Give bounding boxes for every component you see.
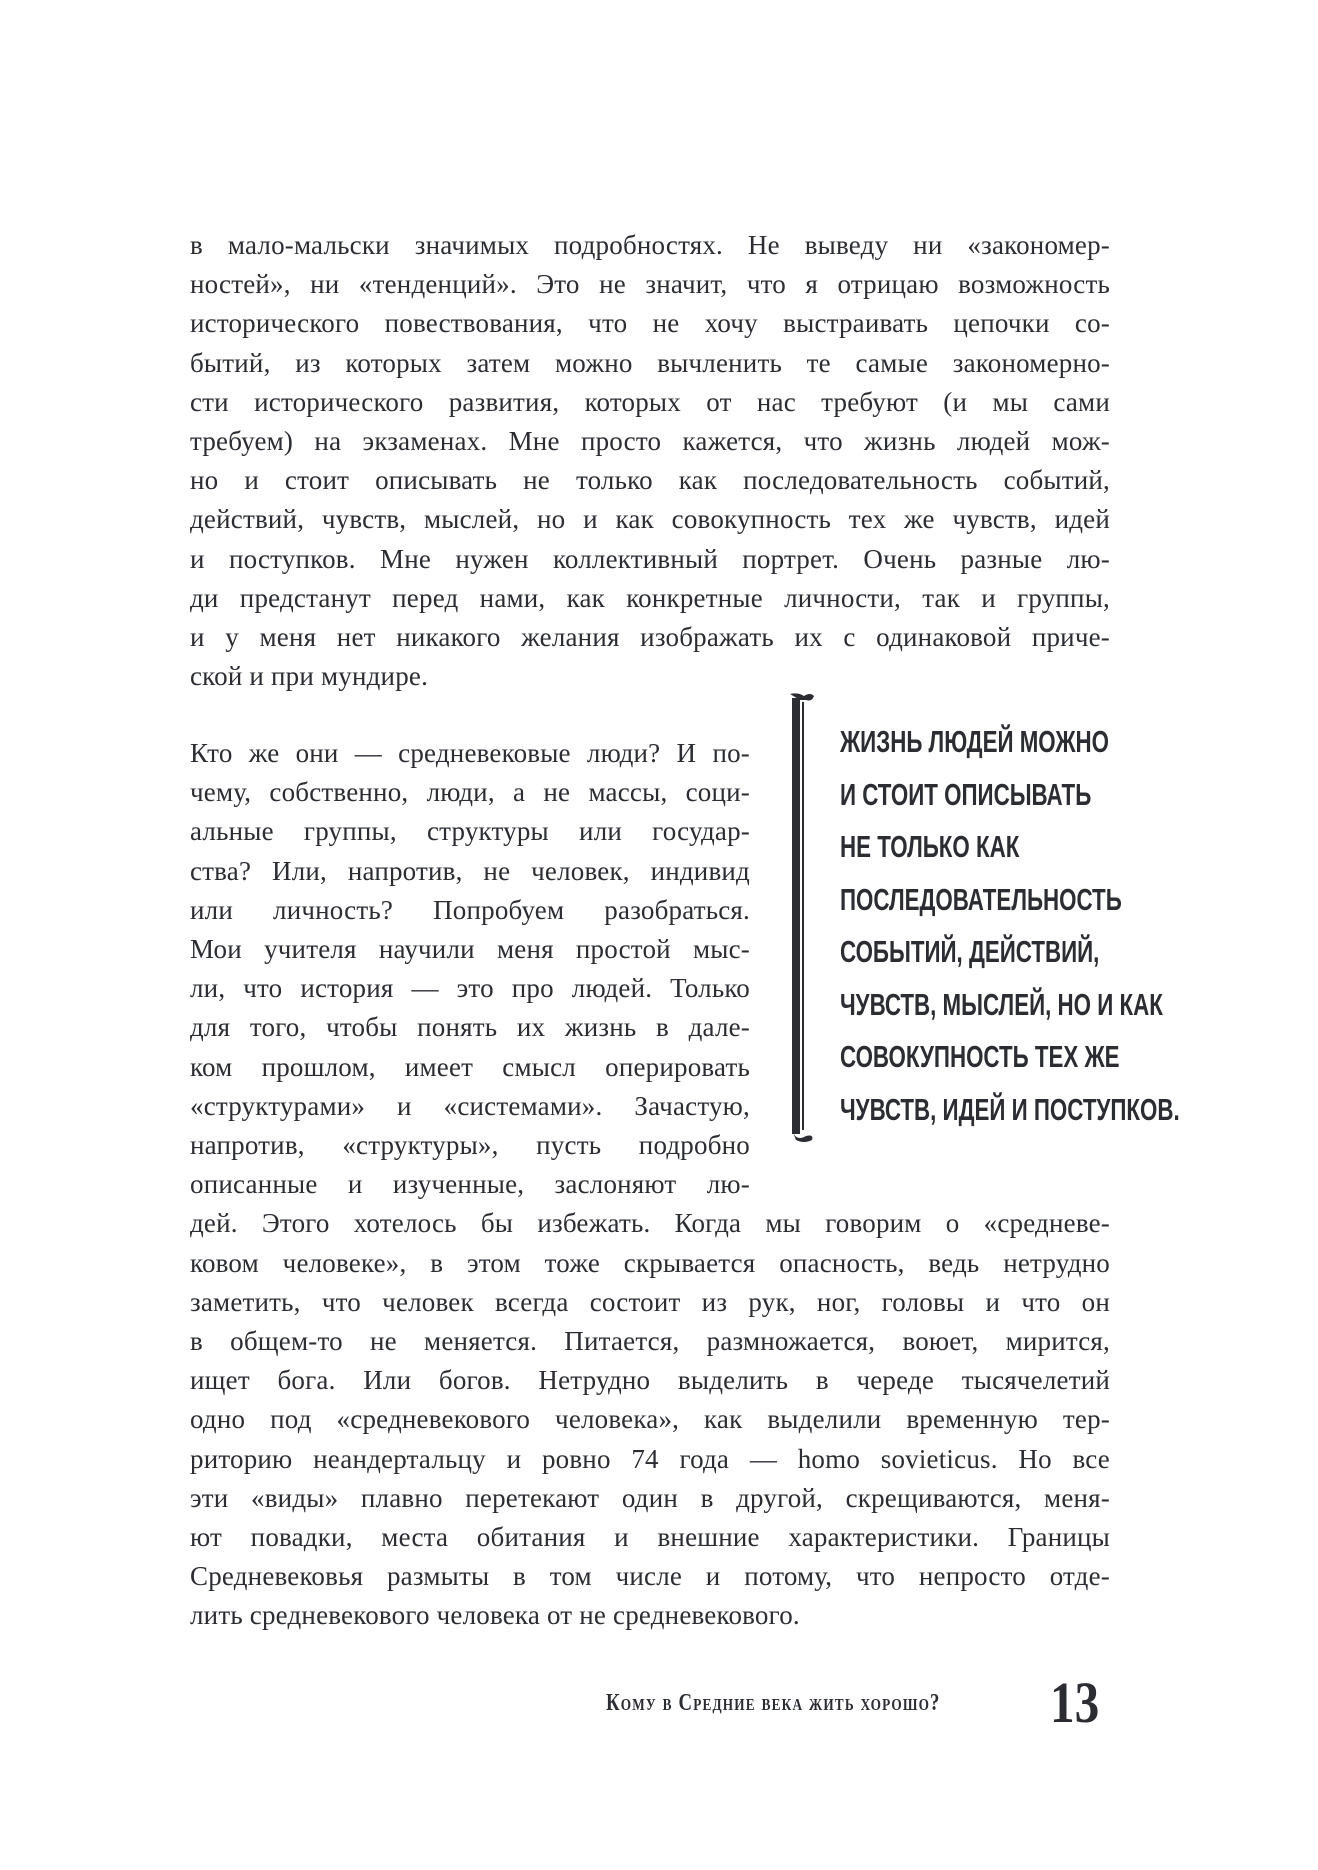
text-line: в мало-мальски значимых подробностях. Не выведу ни «закономер-: [190, 230, 1110, 260]
text-line: риторию неандертальцу и ровно 74 года — homo sovieticus. Но все: [190, 1443, 1110, 1474]
text-line: Кто же они — средневековые люди? И по-: [190, 738, 750, 768]
pull-quote-line: ЖИЗНЬ ЛЮДЕЙ МОЖНО: [840, 724, 1110, 759]
text-line: одно под «средневекового человека», как выделили временную тер-: [190, 1404, 1110, 1435]
text-line: ской и при мундире.: [190, 661, 429, 692]
text-line: или личность? Попробуем разобраться.: [190, 894, 750, 925]
text-line: ищет бога. Или богов. Нетрудно выделить в череде тысячелетий: [190, 1365, 1110, 1396]
text-line: ют повадки, места обитания и внешние характеристики. Границы: [190, 1522, 1110, 1552]
text-line: ком прошлом, имеет смысл оперировать: [190, 1051, 750, 1082]
text-line: ди предстанут перед нами, как конкретные личности, так и группы,: [190, 582, 1110, 613]
text-line: напротив, «структуры», пусть подробно: [190, 1130, 750, 1160]
pull-quote-line: ЧУВСТВ, ИДЕЙ И ПОСТУПКОВ.: [840, 1091, 1180, 1127]
text-line: бытий, из которых затем можно вычленить те самые закономерно-: [190, 347, 1110, 378]
text-line: ностей», ни «тенденций». Это не значит, что я отрицаю возможность: [190, 269, 1110, 300]
text-line: «структурами» и «системами». Зачастую,: [190, 1090, 750, 1121]
pull-quote: [840, 716, 1312, 1136]
text-line: и у меня нет никакого желания изображать их с одинаковой приче-: [190, 622, 1110, 652]
text-line: исторического повествования, что не хочу выстраивать цепочки со-: [190, 308, 1110, 339]
pull-quote-bracket-ornament: [788, 690, 822, 1142]
text-line: ли, что история — это про людей. Только: [190, 973, 750, 1004]
text-line: для того, чтобы понять их жизнь в дале-: [190, 1012, 750, 1043]
text-line: и поступков. Мне нужен коллективный портрет. Очень разные лю-: [190, 543, 1110, 574]
text-line: Средневековья размыты в том числе и потому, что непросто отде-: [190, 1561, 1110, 1592]
text-line: но и стоит описывать не только как последовательность событий,: [190, 465, 1110, 496]
pull-quote-line: СОВОКУПНОСТЬ ТЕХ ЖЕ: [840, 1039, 1120, 1074]
text-line: Мои учителя научили меня простой мыс-: [190, 934, 750, 964]
text-line: дей. Этого хотелось бы избежать. Когда мы говорим о «средневе-: [190, 1208, 1110, 1239]
running-title: Кому в Средние века жить хорошо?: [606, 1690, 941, 1716]
text-line: сти исторического развития, которых от нас требуют (и мы сами: [190, 386, 1110, 417]
pull-quote-line: НЕ ТОЛЬКО КАК: [840, 829, 1020, 864]
text-line: ковом человеке», в этом тоже скрывается опасность, ведь нетрудно: [190, 1247, 1110, 1278]
text-line: действий, чувств, мыслей, но и как совокупность тех же чувств, идей: [190, 504, 1110, 535]
text-line: лить средневекового человека от не средневекового.: [190, 1600, 800, 1631]
text-line: требуем) на экзаменах. Мне просто кажется, что жизнь людей мож-: [190, 426, 1110, 456]
text-line: описанные и изученные, заслоняют лю-: [190, 1169, 750, 1200]
pull-quote-line: СОБЫТИЙ, ДЕЙСТВИЙ,: [840, 934, 1100, 969]
text-line: в общем-то не меняется. Питается, размножается, воюет, мирится,: [190, 1326, 1110, 1356]
text-line: эти «виды» плавно перетекают один в другой, скрещиваются, меня-: [190, 1482, 1110, 1513]
text-line: чему, собственно, люди, а не массы, соци-: [190, 777, 750, 808]
text-line: ства? Или, напротив, не человек, индивид: [190, 855, 750, 886]
text-line: альные группы, структуры или государ-: [190, 816, 750, 847]
pull-quote-line: ЧУВСТВ, МЫСЛЕЙ, НО И КАК: [840, 986, 1163, 1022]
text-line: заметить, что человек всегда состоит из рук, ног, головы и что он: [190, 1286, 1110, 1317]
pull-quote-line: И СТОИТ ОПИСЫВАТЬ: [840, 776, 1092, 812]
page-number: 13: [1050, 1670, 1100, 1735]
pull-quote-line: ПОСЛЕДОВАТЕЛЬНОСТЬ: [840, 881, 1122, 917]
